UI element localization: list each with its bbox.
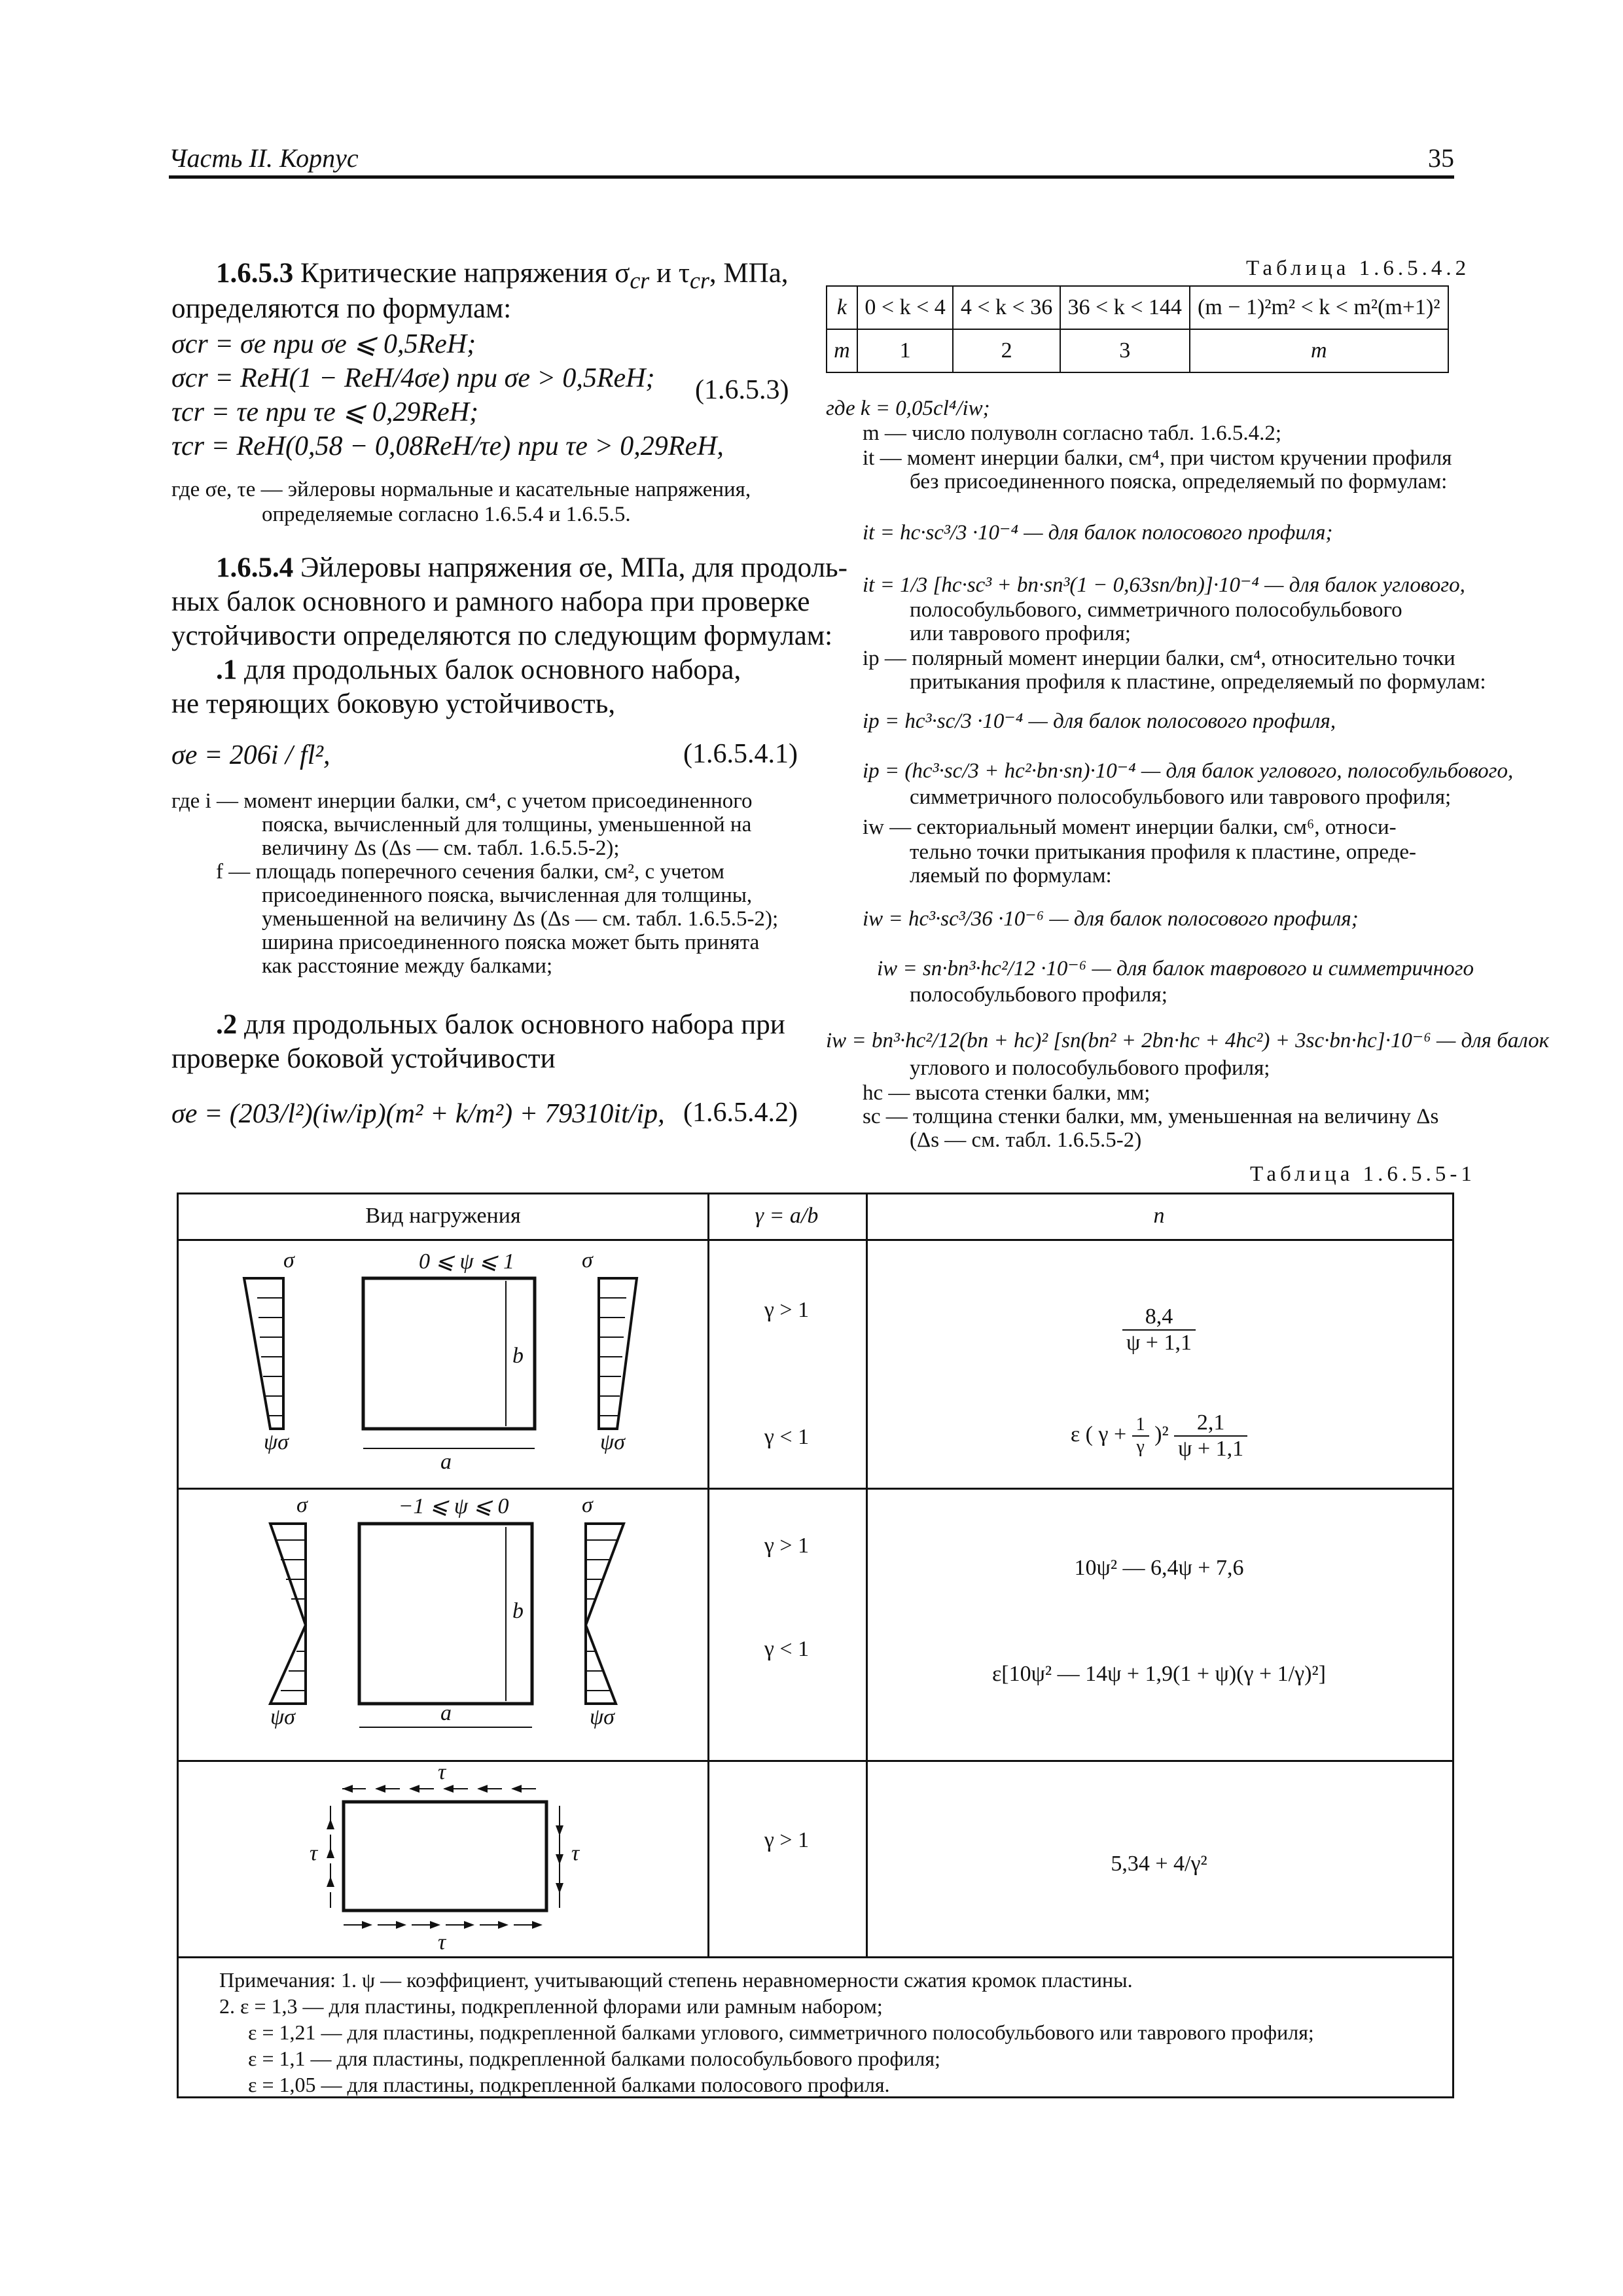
def-m: m — число полуволн согласно табл. 1.6.5.4.2; bbox=[863, 422, 1282, 445]
equation-number: (1.6.5.4.2) bbox=[683, 1098, 798, 1128]
where-line: пояска, вычисленный для толщины, уменьшенной на bbox=[262, 813, 752, 836]
formula-it-2b: полособульбового, симметричного полособульбового bbox=[910, 598, 1402, 622]
dim-b: b bbox=[512, 1344, 524, 1368]
para-text: Критические напряжения σ bbox=[300, 258, 630, 289]
psi-sigma-label: ψσ bbox=[600, 1430, 625, 1454]
section-title: Часть II. Корпус bbox=[169, 143, 359, 173]
table-row bbox=[827, 329, 1448, 372]
where-line: где i — момент инерции балки, см⁴, с учетом присоединенного bbox=[171, 789, 753, 813]
table-header-row bbox=[179, 1194, 1452, 1241]
para-1653-line2: определяются по формулам: bbox=[171, 293, 512, 324]
psi-sigma-label: ψσ bbox=[590, 1705, 615, 1729]
formula-it-1: it = hc·sc³/3 ·10⁻⁴ — для балок полосового профиля; bbox=[863, 521, 1333, 545]
formula-ip-2: ip = (hc³·sc/3 + hc²·bп·sп)·10⁻⁴ — для балок углового, полособульбового, bbox=[863, 759, 1514, 783]
formula-iw-3: iw = bп³·hc²/12(bп + hc)² [sп(bп² + 2bп·hc + 4hc²) + 3sc·bп·hc]·10⁻⁶ — для балок bbox=[826, 1029, 1550, 1052]
formula-iw-1: iw = hc³·sc³/36 ·10⁻⁶ — для балок полосового профиля; bbox=[863, 907, 1359, 931]
gamma-cell: γ > 1 bbox=[764, 1534, 810, 1558]
para-1654-p2 bbox=[216, 1008, 785, 1042]
gamma-cell: γ > 1 bbox=[764, 1828, 810, 1852]
def-iw-3: ляемый по формулам: bbox=[910, 864, 1112, 888]
table-caption: Таблица 1.6.5.5-1 bbox=[1250, 1162, 1476, 1186]
tau-label: τ bbox=[438, 1760, 446, 1784]
formula-ip-2b: симметричного полособульбового или таврового профиля; bbox=[910, 785, 1452, 809]
note-line: 2. ε = 1,3 — для пластины, подкрепленной флорами или рамным набором; bbox=[219, 1994, 883, 2018]
page-number: 35 bbox=[1428, 143, 1454, 173]
formula-it-2c: или таврового профиля; bbox=[910, 622, 1131, 645]
table-caption: Таблица 1.6.5.4.2 bbox=[1246, 257, 1471, 280]
table-1655-1 bbox=[177, 1193, 1454, 2098]
table-cell: m bbox=[1190, 329, 1448, 372]
para-1654-line3: устойчивости определяются по следующим формулам: bbox=[171, 620, 833, 651]
def-iw: iw — секториальный момент инерции балки, см⁶, относи- bbox=[863, 816, 1397, 839]
para-1654-line2: ных балок основного и рамного набора при проверке bbox=[171, 586, 810, 617]
table-row bbox=[179, 1760, 1452, 1958]
para-1654-line1 bbox=[216, 551, 847, 585]
sigma-label: σ bbox=[296, 1493, 308, 1517]
dim-b: b bbox=[512, 1599, 524, 1623]
def-sc: sc — толщина стенки балки, мм, уменьшенная на величину Δs bbox=[863, 1105, 1439, 1128]
formula-part: )² bbox=[1154, 1422, 1169, 1446]
para-number: 1.6.5.4 bbox=[216, 552, 294, 583]
def-it: it — момент инерции балки, см⁴, при чистом кручении профиля bbox=[863, 446, 1452, 470]
n-formula-2: ε[10ψ² — 14ψ + 1,9(1 + ψ)(γ + 1/γ)²] bbox=[992, 1662, 1326, 1686]
para-text: , МПа, bbox=[709, 258, 789, 289]
subscript: cr bbox=[630, 267, 650, 294]
def-iw-2: тельно точки притыкания профиля к пластине, опреде- bbox=[910, 840, 1417, 864]
formula-tcr-1: τcr = τe при τe ⩽ 0,29ReH; bbox=[171, 397, 479, 427]
item-number: .1 bbox=[216, 655, 238, 685]
fraction: $\frac{2,1}{\psi + 1,1}$ bbox=[1174, 1410, 1247, 1462]
gamma-cell: γ > 1 bbox=[764, 1298, 810, 1322]
def-ip: ip — полярный момент инерции балки, см⁴, относительно точки bbox=[863, 647, 1455, 670]
header-cell: Вид нагружения bbox=[365, 1204, 521, 1228]
table-row bbox=[179, 1488, 1452, 1762]
where-line: f — площадь поперечного сечения балки, см², с учетом bbox=[216, 860, 724, 884]
tau-label: τ bbox=[438, 1930, 446, 1954]
def-k: где k = 0,05cl⁴/iw; bbox=[826, 397, 990, 420]
fraction: $\frac{8,4}{\psi + 1,1}$ bbox=[1122, 1304, 1196, 1355]
item-text: для продольных балок основного набора при bbox=[244, 1009, 785, 1040]
where-line: как расстояние между балками; bbox=[262, 954, 553, 978]
table-cell: 0 < k < 4 bbox=[857, 286, 953, 329]
note-line: ε = 1,05 — для пластины, подкрепленной балками полосового профиля. bbox=[248, 2073, 890, 2096]
table-cell: (m − 1)²m² < k < m²(m+1)² bbox=[1190, 286, 1448, 329]
fraction: $\frac{1}{\gamma}$ bbox=[1132, 1414, 1149, 1458]
formula-tcr-2: τcr = ReH(0,58 − 0,08ReH/τe) при τe > 0,29ReH, bbox=[171, 431, 724, 461]
n-formula-2 bbox=[866, 1410, 1452, 1462]
sigma-label: σ bbox=[582, 1248, 593, 1272]
n-formula-1 bbox=[866, 1304, 1452, 1355]
formula-iw-3b: углового и полособульбового профиля; bbox=[910, 1056, 1270, 1080]
item-number: .2 bbox=[216, 1009, 238, 1040]
formula-iw-2: iw = sп·bп³·hc²/12 ·10⁻⁶ — для балок таврового и симметричного bbox=[877, 957, 1474, 980]
formula-part: ε ( γ + bbox=[1070, 1422, 1127, 1446]
formula-ip-1: ip = hc³·sc/3 ·10⁻⁴ — для балок полосового профиля, bbox=[863, 709, 1336, 733]
diagram-shear bbox=[179, 1760, 707, 1956]
formula-iw-2b: полособульбового профиля; bbox=[910, 983, 1168, 1007]
table-cell: 3 bbox=[1060, 329, 1190, 372]
n-formula: 5,34 + 4/γ² bbox=[1111, 1852, 1207, 1876]
note-line: Примечания: 1. ψ — коэффициент, учитывающий степень неравномерности сжатия кромок пластины. bbox=[219, 1968, 1133, 1992]
where-line: определяемые согласно 1.6.5.4 и 1.6.5.5. bbox=[262, 503, 631, 526]
sigma-label: σ bbox=[283, 1248, 294, 1272]
def-it-2: без присоединенного пояска, определяемый по формулам: bbox=[910, 470, 1448, 493]
tau-label: τ bbox=[571, 1841, 580, 1865]
psi-range: 0 ⩽ ψ ⩽ 1 bbox=[418, 1249, 515, 1274]
def-hc: hc — высота стенки балки, мм; bbox=[863, 1081, 1150, 1105]
psi-sigma-label: ψσ bbox=[270, 1705, 295, 1729]
formula-sigma-e-2: σe = (203/l²)(iw/ip)(m² + k/m²) + 79310it/ip, bbox=[171, 1099, 665, 1129]
para-text: Эйлеровы напряжения σe, МПа, для продоль- bbox=[300, 552, 847, 583]
formula-it-2: it = 1/3 [hc·sc³ + bп·sп³(1 − 0,63sп/bп)]·10⁻⁴ — для балок углового, bbox=[863, 573, 1465, 597]
def-sc-2: (Δs — см. табл. 1.6.5.5-2) bbox=[910, 1128, 1142, 1152]
table-cell: 1 bbox=[857, 329, 953, 372]
subscript: cr bbox=[690, 267, 709, 294]
note-line: ε = 1,1 — для пластины, подкрепленной балками полособульбового профиля; bbox=[248, 2047, 940, 2070]
table-k-m bbox=[826, 285, 1449, 373]
para-1654-p1-line2: не теряющих боковую устойчивость, bbox=[171, 689, 616, 719]
formula-scr-2: σcr = ReH(1 − ReH/4σe) при σe > 0,5ReH; bbox=[171, 363, 655, 393]
formula-scr-1: σcr = σe при σe ⩽ 0,5ReH; bbox=[171, 329, 476, 359]
sigma-label: σ bbox=[582, 1493, 593, 1517]
table-row bbox=[179, 1239, 1452, 1490]
gamma-cell: γ < 1 bbox=[764, 1425, 810, 1449]
para-text: и τ bbox=[649, 258, 690, 289]
table-cell: m bbox=[827, 329, 857, 372]
para-1654-p1 bbox=[216, 653, 741, 687]
psi-range: −1 ⩽ ψ ⩽ 0 bbox=[398, 1494, 509, 1518]
equation-number: (1.6.5.3) bbox=[695, 375, 789, 405]
where-line: ширина присоединенного пояска может быть принята bbox=[262, 931, 760, 954]
header-rule bbox=[169, 175, 1454, 179]
header-cell: n bbox=[1153, 1204, 1165, 1228]
formula-sigma-e-1: σe = 206i / fl², bbox=[171, 740, 330, 770]
tau-label: τ bbox=[310, 1841, 318, 1865]
dim-a: a bbox=[440, 1701, 452, 1725]
dim-a: a bbox=[440, 1450, 452, 1474]
n-formula-1: 10ψ² — 6,4ψ + 7,6 bbox=[1074, 1556, 1244, 1580]
where-line: присоединенного пояска, вычисленная для толщины, bbox=[262, 884, 753, 907]
gamma-cell: γ < 1 bbox=[764, 1637, 810, 1661]
table-cell: 2 bbox=[953, 329, 1060, 372]
note-line: ε = 1,21 — для пластины, подкрепленной балками углового, симметричного полособульбового или таврового профиля; bbox=[248, 2020, 1314, 2044]
item-text: для продольных балок основного набора, bbox=[244, 655, 741, 685]
para-1654-p2-line2: проверке боковой устойчивости bbox=[171, 1043, 556, 1074]
header-cell: γ = a/b bbox=[755, 1204, 819, 1228]
table-cell: 4 < k < 36 bbox=[953, 286, 1060, 329]
where-line: величину Δs (Δs — см. табл. 1.6.5.5-2); bbox=[262, 836, 620, 860]
psi-sigma-label: ψσ bbox=[264, 1430, 289, 1454]
equation-number: (1.6.5.4.1) bbox=[683, 739, 798, 769]
table-notes bbox=[219, 1967, 1436, 2098]
def-ip-2: притыкания профиля к пластине, определяемый по формулам: bbox=[910, 670, 1486, 694]
para-number: 1.6.5.3 bbox=[216, 258, 294, 289]
where-line: где σe, τe — эйлеровы нормальные и касательные напряжения, bbox=[171, 478, 751, 501]
where-line: уменьшенной на величину Δs (Δs — см. табл. 1.6.5.5-2); bbox=[262, 907, 779, 931]
table-cell: 36 < k < 144 bbox=[1060, 286, 1190, 329]
table-cell: k bbox=[827, 286, 857, 329]
table-row bbox=[827, 286, 1448, 329]
